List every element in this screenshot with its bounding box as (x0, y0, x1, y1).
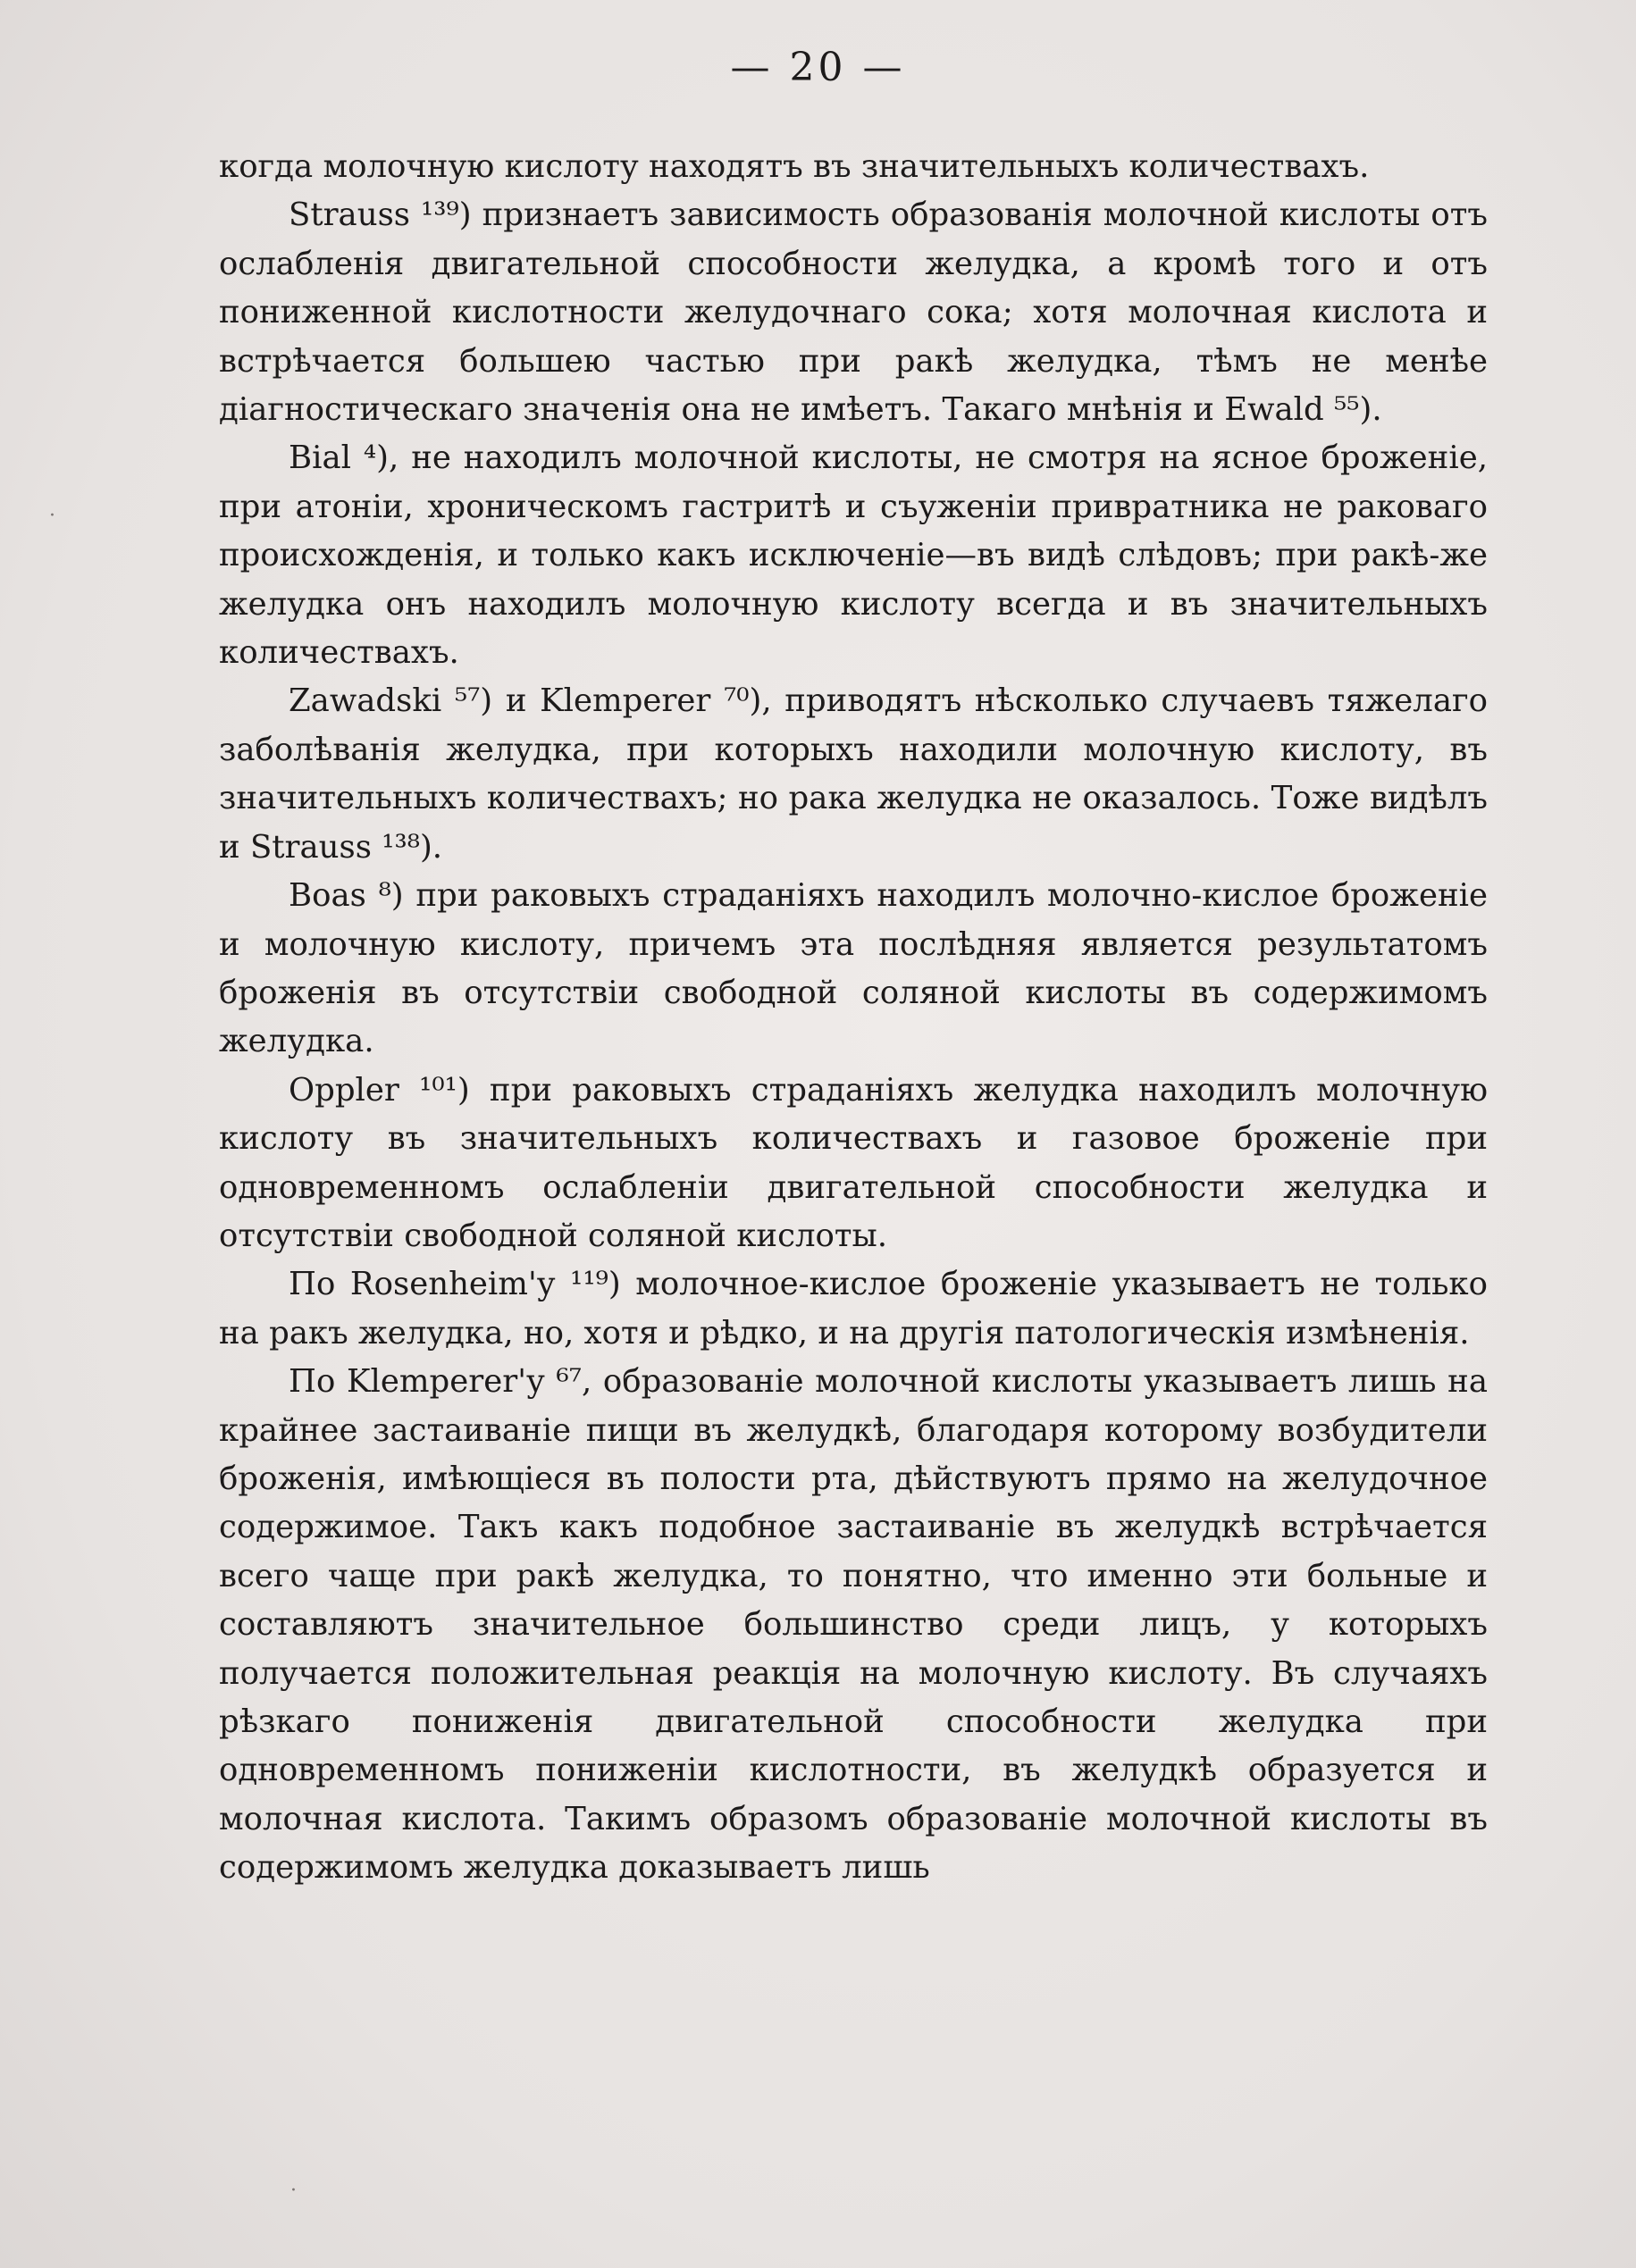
paragraph-7: По Rosenheim'у ¹¹⁹) молочное-кислое броженіе указываетъ не только на ракъ желудка, но, хотя и рѣдко, и на другія патологическія измѣненія. (219, 1266, 1488, 1352)
paragraph-2: Strauss ¹³⁹) признаетъ зависимость образованія молочной кислоты отъ ослабленія двигательной способности желудка, а кромѣ того и отъ пониженной кислотности желудочнаго сока; хотя молочная кислота и встрѣчается большею частью при ракѣ желудка, тѣмъ не менѣе діагностическаго значенія она не имѣетъ. Такаго мнѣнія и Ewald ⁵⁵). (219, 197, 1488, 429)
body-text (219, 143, 1488, 1893)
margin-speck: · (49, 505, 55, 527)
paragraph-4: Zawadski ⁵⁷) и Klemperer ⁷⁰), приводятъ нѣсколько случаевъ тяжелаго заболѣванія желудка, при которыхъ находили молочную кислоту, въ значительныхъ количествахъ; но рака желудка не оказалось. Тоже видѣлъ и Strauss ¹³⁸). (219, 682, 1488, 866)
paragraph-6: Oppler ¹⁰¹) при раковыхъ страданіяхъ желудка находилъ молочную кислоту въ значительныхъ количествахъ и газовое броженіе при одновременномъ ослабленіи двигательной способности желудка и отсутствіи свободной соляной кислоты. (219, 1071, 1488, 1254)
paragraph-5: Boas ⁸) при раковыхъ страданіяхъ находилъ молочно-кислое броженіе и молочную кислоту, причемъ эта послѣдняя является результатомъ броженія въ отсутствіи свободной соляной кислоты въ содержимомъ желудка. (219, 877, 1488, 1060)
paragraph-3: Bial ⁴), не находилъ молочной кислоты, не смотря на ясное броженіе, при атоніи, хроническомъ гастритѣ и съуженіи привратника не раковаго происхожденія, и только какъ исключеніе—въ видѣ слѣдовъ; при ракѣ-же желудка онъ находилъ молочную кислоту всегда и въ значительныхъ количествахъ. (219, 439, 1488, 672)
paragraph-8: По Klemperer'у ⁶⁷, образованіе молочной кислоты указываетъ лишь на крайнее застаиваніе пищи въ желудкѣ, благодаря которому возбудители броженія, имѣющіеся въ полости рта, дѣйствуютъ прямо на желудочное содержимое. Такъ какъ подобное застаиваніе въ желудкѣ встрѣчается всего чаще при ракѣ желудка, то понятно, что именно эти больные и составляютъ значительное большинство среди лицъ, у которыхъ получается положительная реакція на молочную кислоту. Въ случаяхъ рѣзкаго пониженія двигательной способности желудка при одновременномъ пониженіи кислотности, въ желудкѣ образуется и молочная кислота. Такимъ образомъ образованіе молочной кислоты въ содержимомъ желудка доказываетъ лишь (219, 1363, 1488, 1887)
margin-speck: · (290, 2180, 297, 2202)
page-number: — 20 — (730, 45, 906, 90)
paragraph-1: когда молочную кислоту находятъ въ значительныхъ количествахъ. (219, 148, 1370, 185)
